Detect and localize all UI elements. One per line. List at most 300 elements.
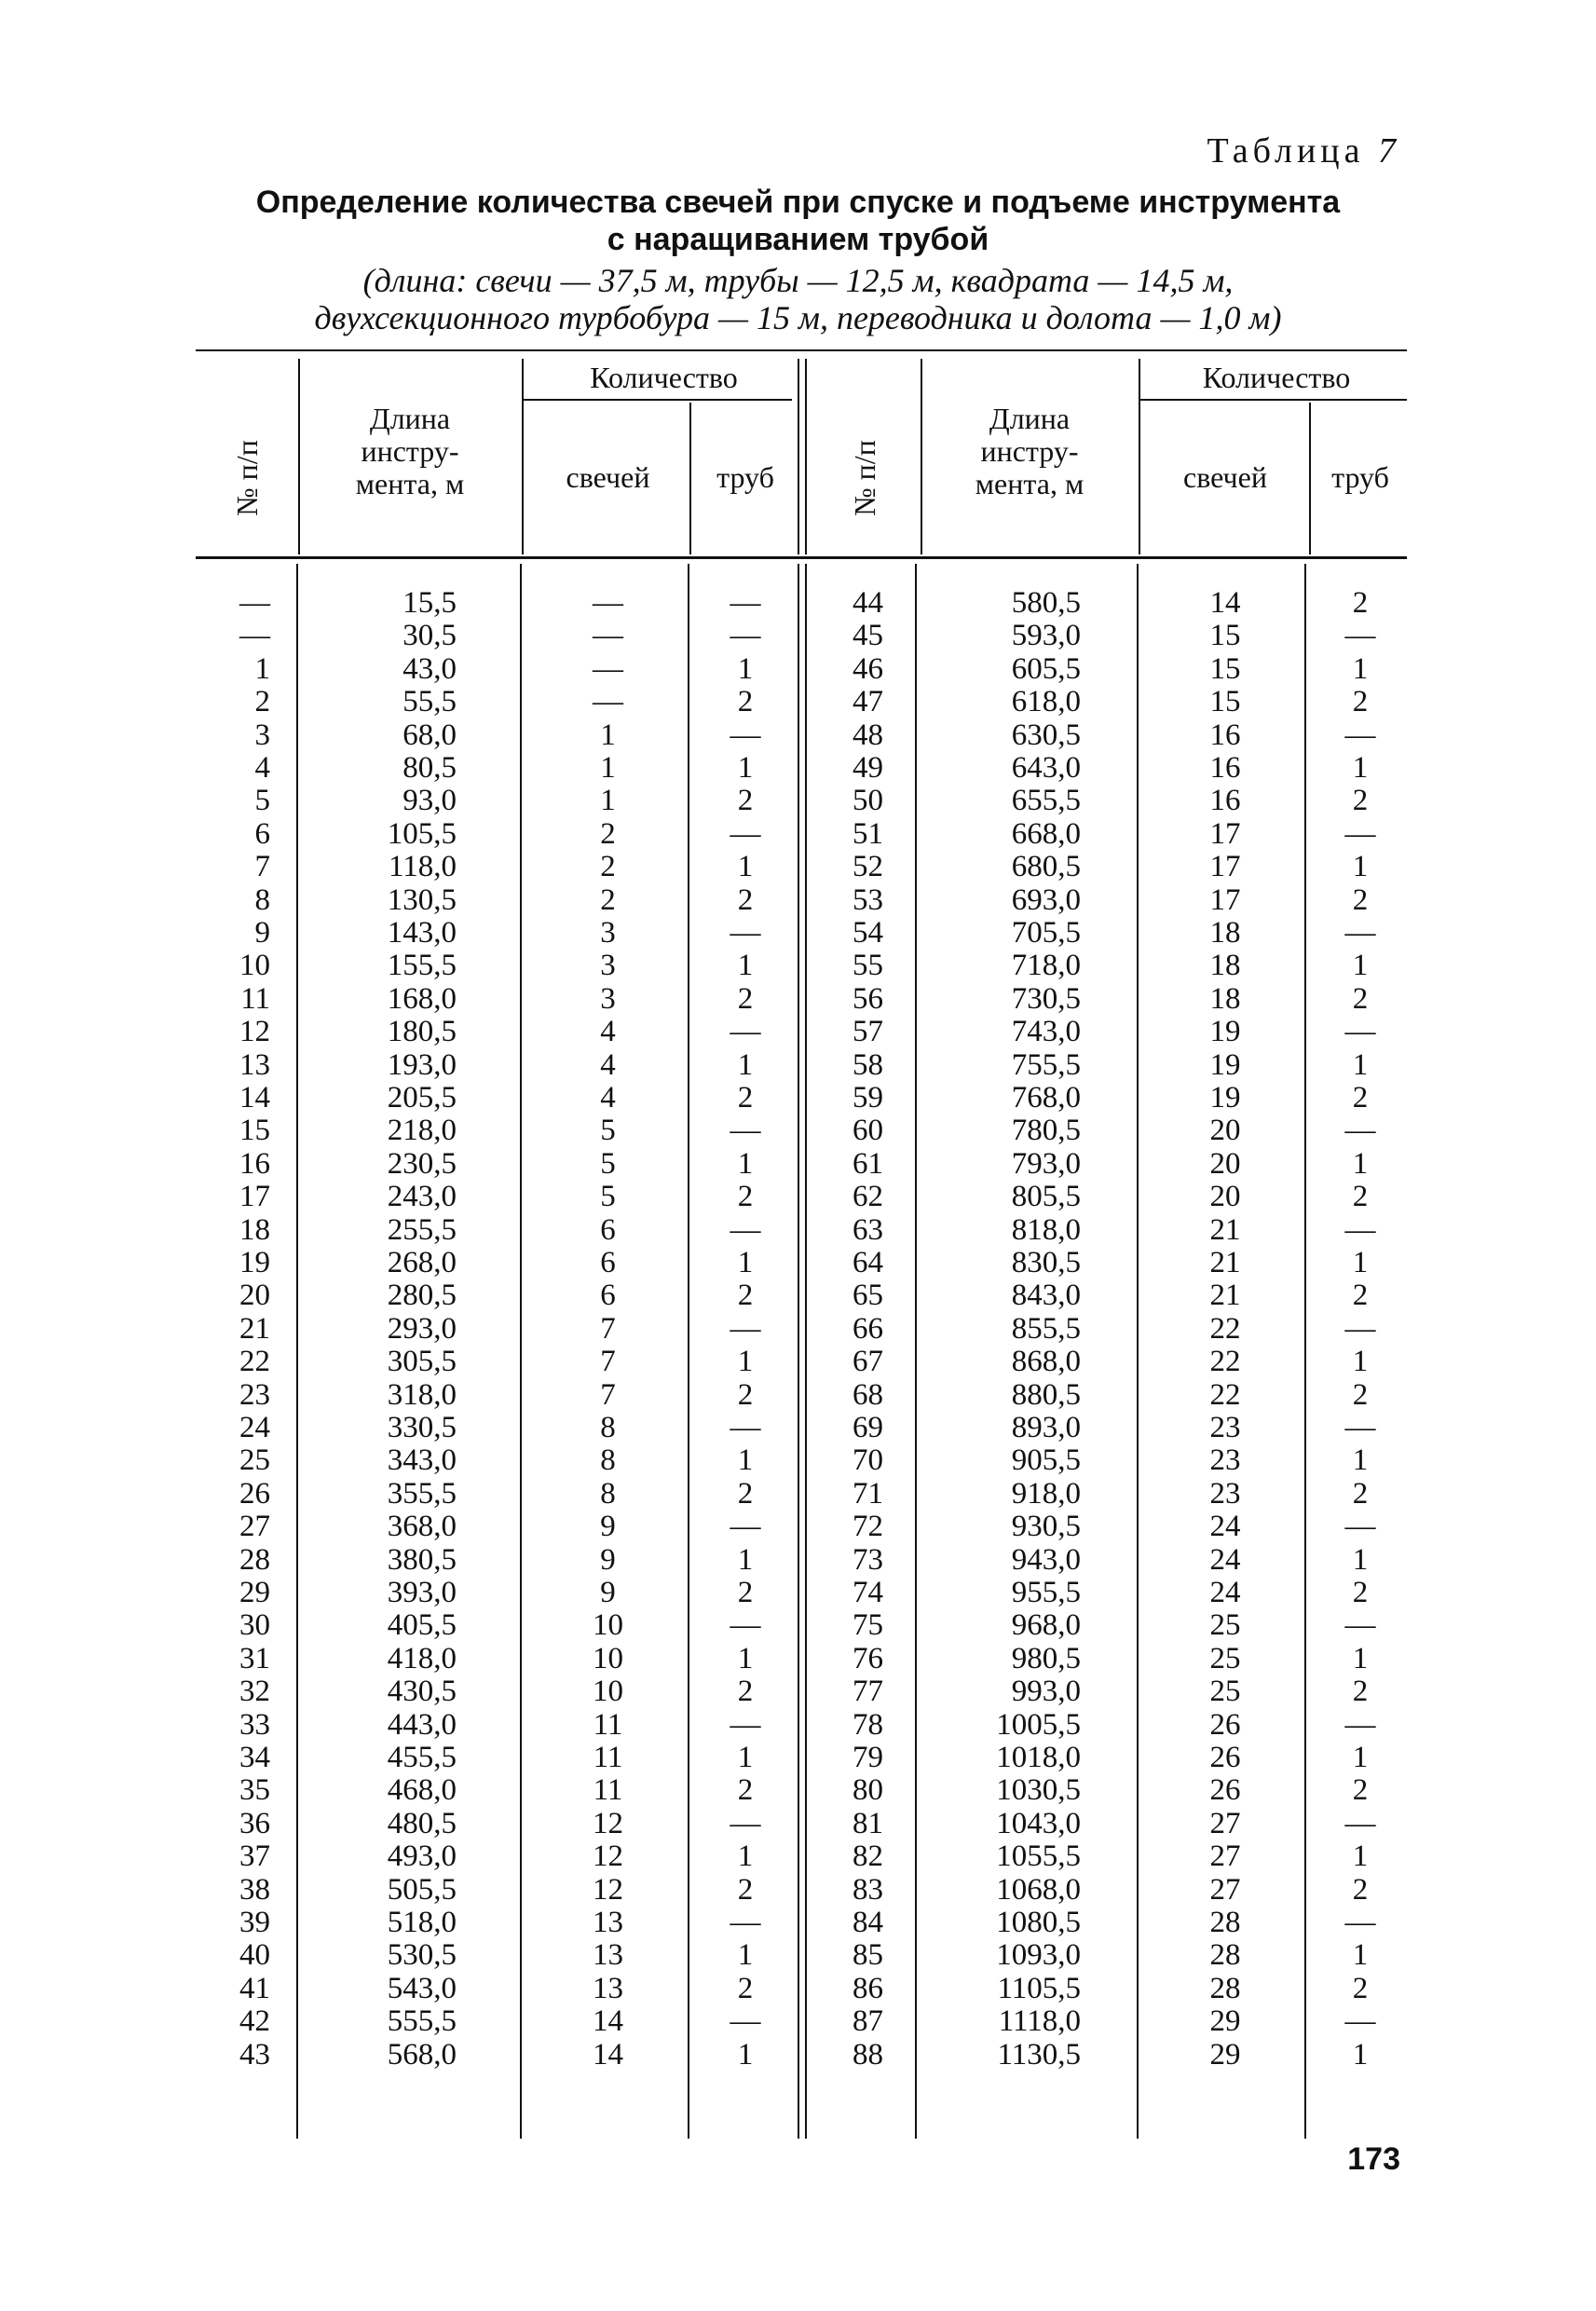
- vline: [1139, 359, 1140, 554]
- cell-left-stands: 14: [593, 2037, 623, 2072]
- cell-right-stands: 19: [1209, 1047, 1241, 1082]
- cell-right-stands: 17: [1209, 850, 1241, 884]
- cell-right-stands: 21: [1209, 1279, 1241, 1313]
- table-subtitle-line2: двухсекционного турбобура — 15 м, переводника и долота — 1,0 м): [314, 299, 1282, 336]
- cell-left-length: 43,0: [402, 651, 457, 686]
- cell-left-length: 305,5: [387, 1345, 457, 1379]
- cell-right-pipes: 2: [1352, 1971, 1369, 2005]
- cell-right-num: 59: [853, 1081, 883, 1114]
- cell-left-stands: 4: [600, 1047, 616, 1082]
- cell-right-num: 81: [853, 1806, 883, 1840]
- cell-left-stands: —: [593, 619, 623, 653]
- cell-right-stands: 20: [1209, 1114, 1241, 1148]
- cell-left-pipes: 1: [737, 949, 754, 983]
- cell-right-num: 65: [853, 1279, 883, 1313]
- cell-right-pipes: 1: [1352, 850, 1369, 884]
- cell-left-stands: —: [593, 685, 623, 719]
- cell-left-pipes: —: [730, 1311, 761, 1346]
- cell-right-stands: 22: [1209, 1311, 1241, 1346]
- cell-right-length: 843,0: [1011, 1279, 1081, 1313]
- cell-left-num: 14: [239, 1081, 270, 1114]
- cell-left-length: 230,5: [387, 1146, 457, 1181]
- cell-right-num: 55: [853, 949, 883, 983]
- cell-left-stands: 6: [600, 1246, 616, 1279]
- cell-left-num: 10: [239, 949, 270, 983]
- cell-left-stands: 1: [600, 751, 616, 785]
- cell-right-length: 1030,5: [996, 1773, 1081, 1808]
- cell-right-stands: 26: [1209, 1773, 1241, 1808]
- cell-right-length: 755,5: [1011, 1047, 1081, 1082]
- cell-left-pipes: 1: [737, 1741, 754, 1774]
- cell-right-num: 82: [853, 1839, 883, 1874]
- cell-left-stands: 11: [593, 1741, 623, 1774]
- cell-left-length: 143,0: [387, 916, 457, 950]
- cell-right-pipes: 1: [1352, 1246, 1369, 1279]
- cell-right-length: 1105,5: [997, 1971, 1081, 2005]
- vline: [915, 564, 917, 2139]
- cell-right-length: 880,5: [1011, 1377, 1081, 1412]
- header-quantity-right: Количество: [1202, 361, 1351, 394]
- cell-left-pipes: 2: [737, 1180, 754, 1214]
- cell-left-pipes: —: [730, 1411, 761, 1444]
- cell-right-stands: 16: [1209, 718, 1241, 752]
- cell-right-length: 680,5: [1011, 850, 1081, 884]
- cell-right-pipes: 2: [1352, 1576, 1369, 1609]
- cell-right-num: 75: [853, 1608, 883, 1643]
- cell-left-pipes: —: [730, 1707, 761, 1742]
- vline: [522, 359, 524, 554]
- cell-left-stands: 11: [593, 1707, 623, 1742]
- cell-right-num: 69: [853, 1411, 883, 1444]
- cell-right-stands: 15: [1209, 651, 1241, 686]
- cell-right-length: 955,5: [1011, 1576, 1081, 1609]
- cell-right-stands: 17: [1209, 882, 1241, 917]
- cell-left-stands: 8: [600, 1443, 616, 1478]
- cell-left-pipes: —: [730, 1114, 761, 1148]
- cell-left-length: 118,0: [388, 850, 457, 884]
- header-stands-right: свечей: [1183, 460, 1267, 494]
- cell-right-stands: 18: [1209, 916, 1241, 950]
- vline: [298, 359, 300, 554]
- cell-right-length: 830,5: [1011, 1246, 1081, 1279]
- header-stands-left: свечей: [566, 460, 650, 494]
- cell-left-pipes: 2: [737, 685, 754, 719]
- cell-right-length: 718,0: [1011, 949, 1081, 983]
- cell-right-num: 45: [853, 619, 883, 653]
- cell-left-stands: 5: [600, 1114, 616, 1148]
- cell-right-num: 54: [853, 916, 883, 950]
- cell-right-pipes: —: [1344, 2004, 1376, 2039]
- cell-left-num: 36: [239, 1806, 270, 1840]
- cell-right-num: 66: [853, 1311, 883, 1346]
- cell-right-pipes: 1: [1352, 1542, 1369, 1577]
- cell-right-num: 87: [853, 2004, 883, 2039]
- cell-right-length: 1005,5: [996, 1707, 1081, 1742]
- cell-right-length: 743,0: [1011, 1015, 1081, 1049]
- cell-right-stands: 26: [1209, 1741, 1241, 1774]
- cell-left-length: 243,0: [387, 1180, 457, 1214]
- cell-right-num: 64: [853, 1246, 883, 1279]
- cell-left-num: 41: [239, 1971, 270, 2005]
- cell-left-pipes: —: [730, 586, 761, 620]
- cell-right-pipes: 2: [1352, 882, 1369, 917]
- cell-right-length: 605,5: [1011, 651, 1081, 686]
- cell-left-num: 22: [239, 1345, 270, 1379]
- cell-left-stands: 1: [600, 718, 616, 752]
- cell-left-length: 455,5: [387, 1741, 457, 1774]
- cell-right-pipes: 2: [1352, 1872, 1369, 1907]
- cell-right-pipes: 1: [1352, 1345, 1369, 1379]
- cell-right-pipes: 1: [1352, 1047, 1369, 1082]
- cell-right-length: 780,5: [1011, 1114, 1081, 1148]
- cell-left-num: 13: [239, 1047, 270, 1082]
- cell-right-pipes: —: [1344, 1510, 1376, 1544]
- cell-left-pipes: —: [730, 1510, 761, 1544]
- table-label-text: Таблица: [1207, 131, 1365, 171]
- cell-left-stands: 5: [600, 1180, 616, 1214]
- cell-left-stands: 3: [600, 981, 616, 1016]
- cell-left-stands: 1: [600, 784, 616, 818]
- vline: [688, 564, 689, 2139]
- cell-left-length: 480,5: [387, 1806, 457, 1840]
- header-pipes-left: труб: [716, 460, 774, 494]
- cell-left-length: 518,0: [387, 1906, 457, 1939]
- cell-left-length: 268,0: [387, 1246, 457, 1279]
- cell-left-stands: 12: [593, 1839, 623, 1874]
- cell-left-stands: 10: [593, 1641, 623, 1675]
- cell-right-stands: 15: [1209, 685, 1241, 719]
- cell-right-pipes: —: [1344, 1411, 1376, 1444]
- cell-left-stands: 7: [600, 1345, 616, 1379]
- cell-left-num: 32: [239, 1675, 270, 1709]
- cell-left-num: 31: [239, 1641, 270, 1675]
- cell-left-pipes: 2: [737, 1675, 754, 1709]
- cell-left-length: 105,5: [387, 816, 457, 851]
- cell-right-stands: 27: [1209, 1872, 1241, 1907]
- cell-right-stands: 27: [1209, 1806, 1241, 1840]
- cell-left-length: 443,0: [387, 1707, 457, 1742]
- cell-left-length: 130,5: [387, 882, 457, 917]
- cell-right-length: 655,5: [1011, 784, 1081, 818]
- cell-right-length: 818,0: [1011, 1212, 1081, 1247]
- cell-right-stands: 20: [1209, 1146, 1241, 1181]
- cell-right-length: 793,0: [1011, 1146, 1081, 1181]
- cell-right-length: 1130,5: [997, 2037, 1081, 2072]
- cell-right-stands: 27: [1209, 1839, 1241, 1874]
- cell-left-length: 405,5: [387, 1608, 457, 1643]
- cell-right-stands: 25: [1209, 1641, 1241, 1675]
- cell-right-num: 88: [853, 2037, 883, 2072]
- vline: [1304, 564, 1306, 2139]
- cell-left-length: 368,0: [387, 1510, 457, 1544]
- cell-left-pipes: —: [730, 1906, 761, 1939]
- cell-right-stands: 28: [1209, 1906, 1241, 1939]
- vline: [798, 564, 799, 2139]
- cell-right-stands: 25: [1209, 1675, 1241, 1709]
- cell-right-stands: 15: [1209, 619, 1241, 653]
- cell-left-pipes: —: [730, 1015, 761, 1049]
- cell-right-length: 1093,0: [996, 1938, 1081, 1973]
- cell-right-length: 593,0: [1011, 619, 1081, 653]
- cell-right-pipes: 1: [1352, 2037, 1369, 2072]
- cell-right-pipes: —: [1344, 1806, 1376, 1840]
- cell-left-num: 28: [239, 1542, 270, 1577]
- cell-left-length: 205,5: [387, 1081, 457, 1114]
- cell-left-length: 30,5: [402, 619, 457, 653]
- cell-left-pipes: 1: [737, 850, 754, 884]
- cell-left-num: 23: [239, 1377, 270, 1412]
- cell-left-length: 505,5: [387, 1872, 457, 1907]
- cell-left-num: 30: [239, 1608, 270, 1643]
- cell-right-num: 53: [853, 882, 883, 917]
- cell-left-num: 24: [239, 1411, 270, 1444]
- cell-right-pipes: 1: [1352, 1641, 1369, 1675]
- cell-left-pipes: —: [730, 1212, 761, 1247]
- quantity-rule-left: [522, 399, 792, 401]
- cell-left-length: 80,5: [402, 751, 457, 785]
- cell-right-stands: 21: [1209, 1212, 1241, 1247]
- cell-left-stands: 10: [593, 1675, 623, 1709]
- cell-right-pipes: —: [1344, 816, 1376, 851]
- cell-right-pipes: 2: [1352, 1377, 1369, 1412]
- cell-right-stands: 21: [1209, 1246, 1241, 1279]
- cell-right-num: 74: [853, 1576, 883, 1609]
- cell-right-length: 805,5: [1011, 1180, 1081, 1214]
- cell-right-pipes: 1: [1352, 1443, 1369, 1478]
- cell-right-length: 1055,5: [996, 1839, 1081, 1874]
- cell-left-pipes: 1: [737, 1443, 754, 1478]
- cell-right-pipes: —: [1344, 916, 1376, 950]
- cell-right-pipes: —: [1344, 1707, 1376, 1742]
- cell-left-num: 20: [239, 1279, 270, 1313]
- cell-left-length: 255,5: [387, 1212, 457, 1247]
- cell-left-num: 29: [239, 1576, 270, 1609]
- cell-left-num: 1: [254, 651, 270, 686]
- cell-left-num: 37: [239, 1839, 270, 1874]
- cell-left-num: 11: [240, 981, 270, 1016]
- cell-right-length: 705,5: [1011, 916, 1081, 950]
- cell-right-length: 868,0: [1011, 1345, 1081, 1379]
- cell-left-stands: 13: [593, 1971, 623, 2005]
- cell-left-length: 468,0: [387, 1773, 457, 1808]
- cell-left-length: 193,0: [387, 1047, 457, 1082]
- table-number: 7: [1378, 131, 1400, 171]
- cell-right-stands: 16: [1209, 751, 1241, 785]
- cell-left-length: 355,5: [387, 1476, 457, 1511]
- cell-right-num: 67: [853, 1345, 883, 1379]
- table-top-rule: [196, 349, 1407, 351]
- cell-left-num: 19: [239, 1246, 270, 1279]
- cell-right-pipes: 1: [1352, 1146, 1369, 1181]
- cell-right-num: 58: [853, 1047, 883, 1082]
- cell-left-stands: 10: [593, 1608, 623, 1643]
- header-pipes-right: труб: [1331, 460, 1389, 494]
- cell-left-length: 318,0: [387, 1377, 457, 1412]
- cell-right-stands: 29: [1209, 2037, 1241, 2072]
- cell-left-pipes: 1: [737, 1047, 754, 1082]
- cell-right-stands: 24: [1209, 1510, 1241, 1544]
- cell-right-length: 1080,5: [996, 1906, 1081, 1939]
- cell-left-pipes: —: [730, 619, 761, 653]
- cell-left-pipes: 2: [737, 1872, 754, 1907]
- cell-left-length: 330,5: [387, 1411, 457, 1444]
- cell-right-stands: 22: [1209, 1345, 1241, 1379]
- cell-left-stands: 9: [600, 1510, 616, 1544]
- cell-left-stands: 7: [600, 1377, 616, 1412]
- cell-left-num: 6: [254, 816, 270, 851]
- cell-right-stands: 23: [1209, 1411, 1241, 1444]
- cell-left-length: 343,0: [387, 1443, 457, 1478]
- vline: [805, 359, 807, 554]
- cell-left-num: 40: [239, 1938, 270, 1973]
- cell-left-stands: —: [593, 651, 623, 686]
- cell-left-num: 7: [254, 850, 270, 884]
- header-num-left: № п/п: [230, 440, 264, 516]
- cell-right-length: 980,5: [1011, 1641, 1081, 1675]
- vline: [921, 359, 922, 554]
- cell-left-pipes: 1: [737, 751, 754, 785]
- cell-right-stands: 26: [1209, 1707, 1241, 1742]
- cell-left-length: 68,0: [402, 718, 457, 752]
- cell-right-length: 643,0: [1011, 751, 1081, 785]
- table-title-line2: с наращиванием трубой: [607, 222, 989, 257]
- cell-left-num: 18: [239, 1212, 270, 1247]
- vline: [296, 564, 298, 2139]
- cell-right-pipes: 2: [1352, 1081, 1369, 1114]
- cell-left-pipes: 1: [737, 651, 754, 686]
- cell-right-num: 44: [853, 586, 883, 620]
- cell-right-stands: 18: [1209, 981, 1241, 1016]
- cell-left-num: 16: [239, 1146, 270, 1181]
- vline: [798, 359, 799, 554]
- cell-left-length: 180,5: [387, 1015, 457, 1049]
- cell-left-num: 5: [254, 784, 270, 818]
- cell-left-num: 9: [254, 916, 270, 950]
- header-length-left: Длина инстру- мента, м: [355, 402, 465, 500]
- cell-right-length: 1043,0: [996, 1806, 1081, 1840]
- cell-left-num: 26: [239, 1476, 270, 1511]
- cell-right-stands: 16: [1209, 784, 1241, 818]
- cell-left-num: 17: [239, 1180, 270, 1214]
- cell-left-num: 34: [239, 1741, 270, 1774]
- cell-left-num: 43: [239, 2037, 270, 2072]
- cell-right-length: 580,5: [1011, 586, 1081, 620]
- cell-right-length: 893,0: [1011, 1411, 1081, 1444]
- cell-right-num: 51: [853, 816, 883, 851]
- cell-left-pipes: 2: [737, 1576, 754, 1609]
- cell-right-stands: 19: [1209, 1015, 1241, 1049]
- cell-right-num: 68: [853, 1377, 883, 1412]
- cell-left-num: 35: [239, 1773, 270, 1808]
- cell-left-length: 393,0: [387, 1576, 457, 1609]
- cell-left-pipes: —: [730, 916, 761, 950]
- cell-right-length: 993,0: [1011, 1675, 1081, 1709]
- cell-left-stands: 6: [600, 1279, 616, 1313]
- cell-right-stands: 24: [1209, 1542, 1241, 1577]
- cell-right-length: 768,0: [1011, 1081, 1081, 1114]
- cell-right-pipes: 1: [1352, 651, 1369, 686]
- cell-left-length: 555,5: [387, 2004, 457, 2039]
- cell-right-num: 60: [853, 1114, 883, 1148]
- cell-right-num: 71: [853, 1476, 883, 1511]
- cell-left-pipes: 2: [737, 981, 754, 1016]
- cell-right-pipes: 1: [1352, 1839, 1369, 1874]
- cell-right-num: 48: [853, 718, 883, 752]
- cell-right-pipes: 2: [1352, 586, 1369, 620]
- cell-left-stands: 2: [600, 850, 616, 884]
- cell-left-length: 530,5: [387, 1938, 457, 1973]
- cell-left-num: 33: [239, 1707, 270, 1742]
- cell-left-num: 42: [239, 2004, 270, 2039]
- cell-right-pipes: 2: [1352, 685, 1369, 719]
- cell-left-stands: —: [593, 586, 623, 620]
- cell-right-num: 62: [853, 1180, 883, 1214]
- cell-right-num: 56: [853, 981, 883, 1016]
- cell-right-pipes: 2: [1352, 981, 1369, 1016]
- cell-right-pipes: 2: [1352, 1180, 1369, 1214]
- cell-right-pipes: 2: [1352, 1476, 1369, 1511]
- cell-right-length: 968,0: [1011, 1608, 1081, 1643]
- cell-right-pipes: 1: [1352, 751, 1369, 785]
- cell-left-length: 93,0: [402, 784, 457, 818]
- cell-right-length: 693,0: [1011, 882, 1081, 917]
- cell-left-length: 155,5: [387, 949, 457, 983]
- cell-left-stands: 2: [600, 882, 616, 917]
- cell-right-length: 930,5: [1011, 1510, 1081, 1544]
- cell-right-pipes: 2: [1352, 784, 1369, 818]
- cell-right-pipes: 2: [1352, 1675, 1369, 1709]
- cell-right-stands: 29: [1209, 2004, 1241, 2039]
- cell-right-pipes: 2: [1352, 1773, 1369, 1808]
- cell-right-num: 61: [853, 1146, 883, 1181]
- cell-right-stands: 28: [1209, 1971, 1241, 2005]
- cell-right-pipes: 1: [1352, 949, 1369, 983]
- cell-right-pipes: —: [1344, 1608, 1376, 1643]
- cell-right-stands: 28: [1209, 1938, 1241, 1973]
- cell-left-length: 380,5: [387, 1542, 457, 1577]
- header-length-right: Длина инстру- мента, м: [975, 402, 1084, 500]
- cell-left-num: —: [239, 586, 270, 620]
- cell-left-pipes: —: [730, 2004, 761, 2039]
- table-title-line1: Определение количества свечей при спуске и подъеме инструмента: [255, 185, 1341, 220]
- cell-right-num: 70: [853, 1443, 883, 1478]
- cell-right-length: 730,5: [1011, 981, 1081, 1016]
- table-header-rule: [196, 556, 1407, 559]
- cell-right-stands: 23: [1209, 1476, 1241, 1511]
- cell-left-pipes: —: [730, 718, 761, 752]
- cell-left-pipes: —: [730, 1608, 761, 1643]
- cell-right-num: 47: [853, 685, 883, 719]
- cell-right-length: 905,5: [1011, 1443, 1081, 1478]
- header-quantity-left: Количество: [590, 361, 738, 394]
- cell-left-length: 430,5: [387, 1675, 457, 1709]
- vline: [520, 564, 522, 2139]
- cell-left-length: 293,0: [387, 1311, 457, 1346]
- cell-right-length: 618,0: [1011, 685, 1081, 719]
- cell-right-num: 85: [853, 1938, 883, 1973]
- cell-right-pipes: —: [1344, 1212, 1376, 1247]
- cell-left-num: 15: [239, 1114, 270, 1148]
- cell-left-pipes: 2: [737, 1081, 754, 1114]
- cell-left-pipes: 1: [737, 1641, 754, 1675]
- cell-right-num: 50: [853, 784, 883, 818]
- vline: [689, 403, 691, 554]
- cell-left-pipes: 2: [737, 1279, 754, 1313]
- cell-right-num: 57: [853, 1015, 883, 1049]
- cell-left-pipes: 2: [737, 1377, 754, 1412]
- cell-left-num: 39: [239, 1906, 270, 1939]
- cell-right-stands: 23: [1209, 1443, 1241, 1478]
